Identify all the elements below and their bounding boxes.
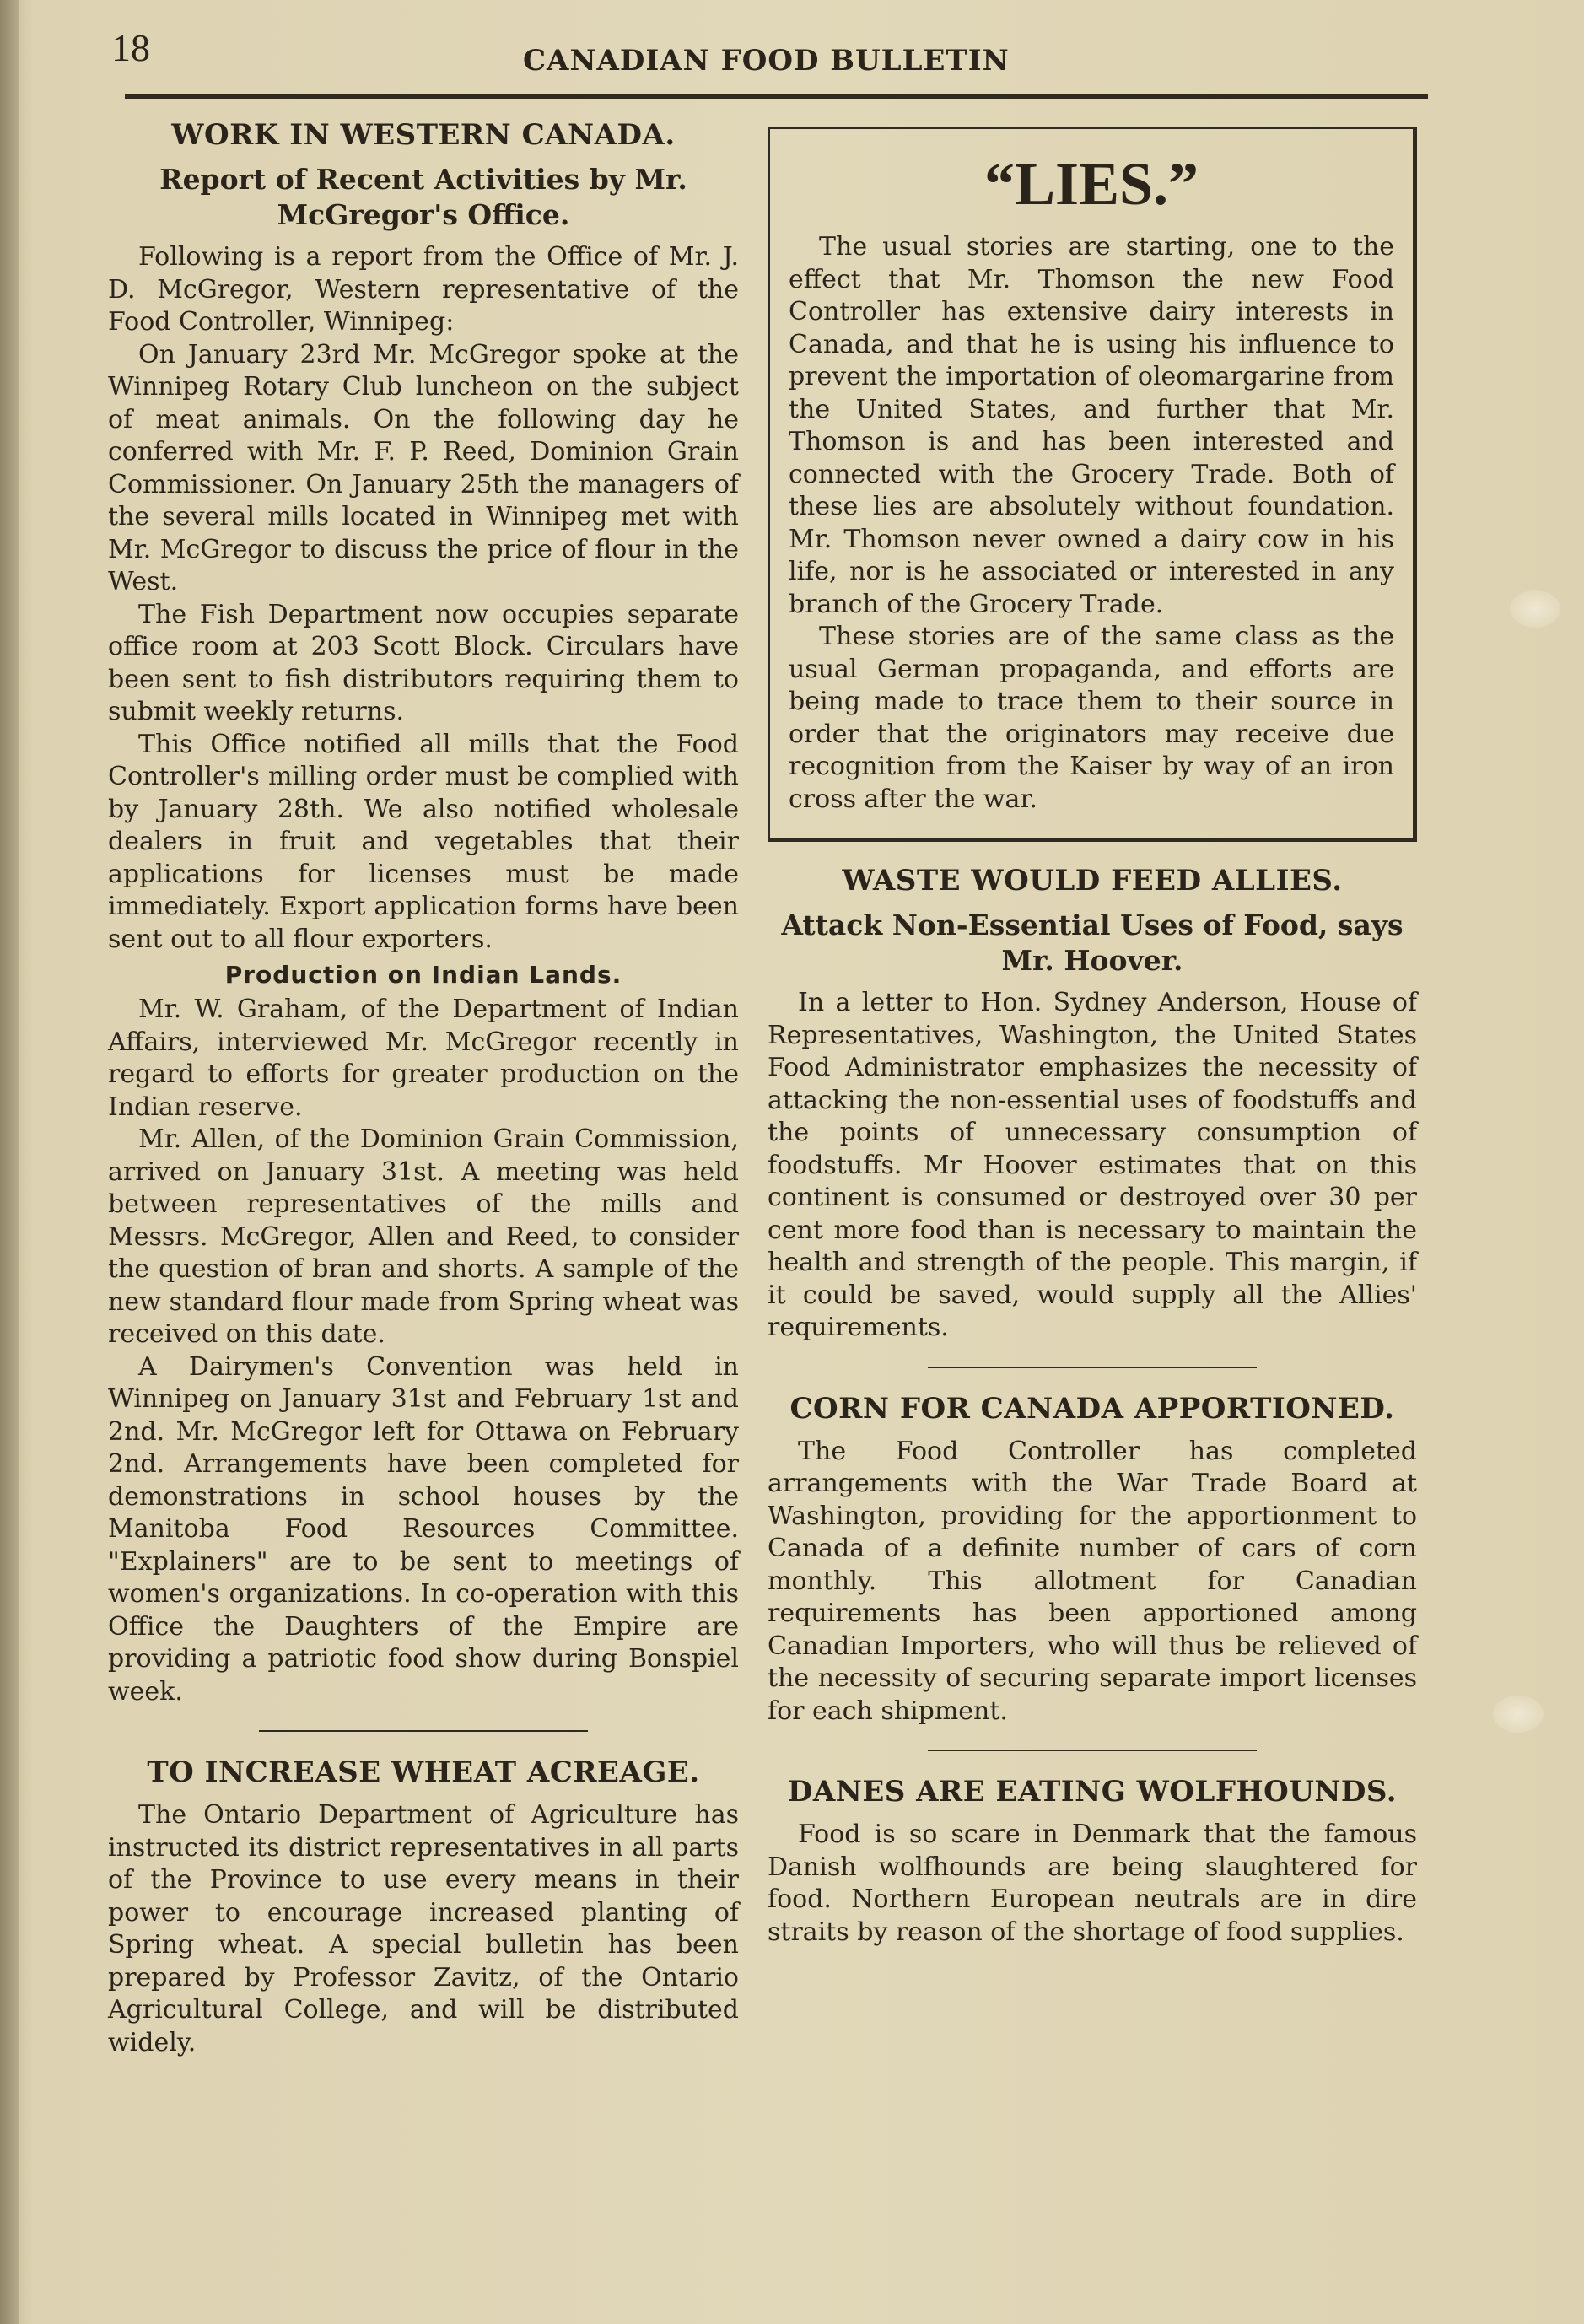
article-title: TO INCREASE WHEAT ACREAGE.	[147, 1755, 700, 1789]
article-waste-allies	[768, 864, 1417, 1345]
paragraph: This Office notified all mills that the Food Controller's milling order must be complied with by January 28th. We also notified wholesale dealers in fruit and vegetables that their applications for licenses must be made immediately. Export application forms have been sent out to all flour exporters.	[108, 729, 739, 954]
article-title: CORN FOR CANADA APPORTIONED.	[789, 1391, 1395, 1426]
paragraph: In a letter to Hon. Sydney Anderson, House of Representatives, Washington, the United States Food Administrator emphasizes the necessity of attacking the non-essential uses of foodstuffs and the points of unnecessary consumption of foodstuffs. Mr Hoover estimates that on this continent is consumed or destroyed over 30 per cent more food than is necessary to maintain the health and strength of the people. This margin, if it could be saved, would supply all the Allies' requirements.	[768, 988, 1417, 1342]
paragraph: Mr. Allen, of the Dominion Grain Commission, arrived on January 31st. A meeting was held between representatives of the mills and Messrs. McGregor, Allen and Reed, to consider the question of bran and shorts. A sample of the new standard flour made from Spring wheat was received on this date.	[108, 1124, 739, 1349]
article-title: WORK IN WESTERN CANADA.	[171, 118, 676, 152]
book-spine-shadow	[0, 0, 19, 2324]
article-title: “LIES.”	[983, 150, 1199, 218]
lies-box	[768, 127, 1417, 842]
article-subtitle: Attack Non-Essential Uses of Food, says Mr. Hoover.	[781, 909, 1404, 977]
article-western-canada	[108, 118, 739, 1708]
right-column	[768, 127, 1417, 1949]
paragraph: The usual stories are starting, one to the effect that Mr. Thomson the new Food Controller has extensive dairy interests in Canada, and that he is using his influence to prevent the importation of oleomargarine from the United States, and further that Mr. Thomson is and has been interested and connected with the Grocery Trade. Both of these lies are absolutely without foundation. Mr. Thomson never owned a dairy cow in his life, nor is he associated or interested in any branch of the Grocery Trade.	[789, 232, 1394, 619]
page-number: 18	[111, 26, 150, 69]
header-rule	[125, 94, 1428, 99]
article-corn-canada	[768, 1392, 1417, 1728]
paragraph: Following is a report from the Office of Mr. J. D. McGregor, Western representative of the Food Controller, Winnipeg:	[108, 242, 739, 337]
paper-stain	[1493, 1696, 1544, 1733]
paragraph: Mr. W. Graham, of the Department of Indian Affairs, interviewed Mr. McGregor recently in regard to efforts for greater production on the Indian reserve.	[108, 995, 739, 1122]
paragraph: The Fish Department now occupies separate office room at 203 Scott Block. Circulars have been sent to fish distributors requiring them to submit weekly returns.	[108, 599, 739, 726]
section-divider	[259, 1730, 588, 1732]
paragraph: On January 23rd Mr. McGregor spoke at the Winnipeg Rotary Club luncheon on the subject of meat animals. On the following day he conferred with Mr. F. P. Reed, Dominion Grain Commissioner. On January 25th the managers of the several mills located in Winnipeg met with Mr. McGregor to discuss the price of flour in the West.	[108, 339, 739, 596]
paper-stain	[1510, 590, 1560, 628]
article-subtitle: Report of Recent Activities by Mr. McGregor's Office.	[159, 163, 687, 231]
paragraph: The Food Controller has completed arrangements with the War Trade Board at Washington, providing for the apportionment to Canada of a definite number of cars of corn monthly. This allotment for Canadian requirements has been apportioned among Canadian Importers, who will thus be relieved of the necessity of securing separate import licenses for each shipment.	[768, 1436, 1417, 1726]
article-wheat-acreage	[108, 1755, 739, 2059]
running-head: CANADIAN FOOD BULLETIN	[523, 44, 1010, 78]
article-danes-wolfhounds	[768, 1775, 1417, 1949]
section-divider	[928, 1750, 1257, 1751]
paragraph: The Ontario Department of Agriculture has instructed its district representatives in all parts of the Province to use every means in their power to encourage increased planting of Spring wheat. A special bulletin has been prepared by Professor Zavitz, of the Ontario Agricultural College, and will be distributed widely.	[108, 1800, 739, 2057]
article-title: WASTE WOULD FEED ALLIES.	[842, 864, 1343, 898]
side-heading: Production on Indian Lands.	[224, 961, 622, 989]
paragraph: A Dairymen's Convention was held in Winnipeg on January 31st and February 1st and 2nd. Mr. McGregor left for Ottawa on February 2nd. Arrangements have been completed for demonstrations in school houses by the Manitoba Food Resources Committee. "Explainers" are to be sent to meetings of women's organizations. In co-operation with this Office the Daughters of the Empire are providing a patriotic food show during Bonspiel week.	[108, 1351, 739, 1707]
paragraph: Food is so scare in Denmark that the famous Danish wolfhounds are being slaughtered for food. Northern European neutrals are in dire straits by reason of the shortage of food supplies.	[768, 1820, 1417, 1947]
paragraph: These stories are of the same class as the usual German propaganda, and efforts are being made to trace them to their source in order that the originators may receive due recognition from the Kaiser by way of an iron cross after the war.	[789, 622, 1394, 814]
left-column	[108, 110, 739, 2059]
article-title: DANES ARE EATING WOLFHOUNDS.	[787, 1775, 1398, 1809]
section-divider	[928, 1367, 1257, 1368]
